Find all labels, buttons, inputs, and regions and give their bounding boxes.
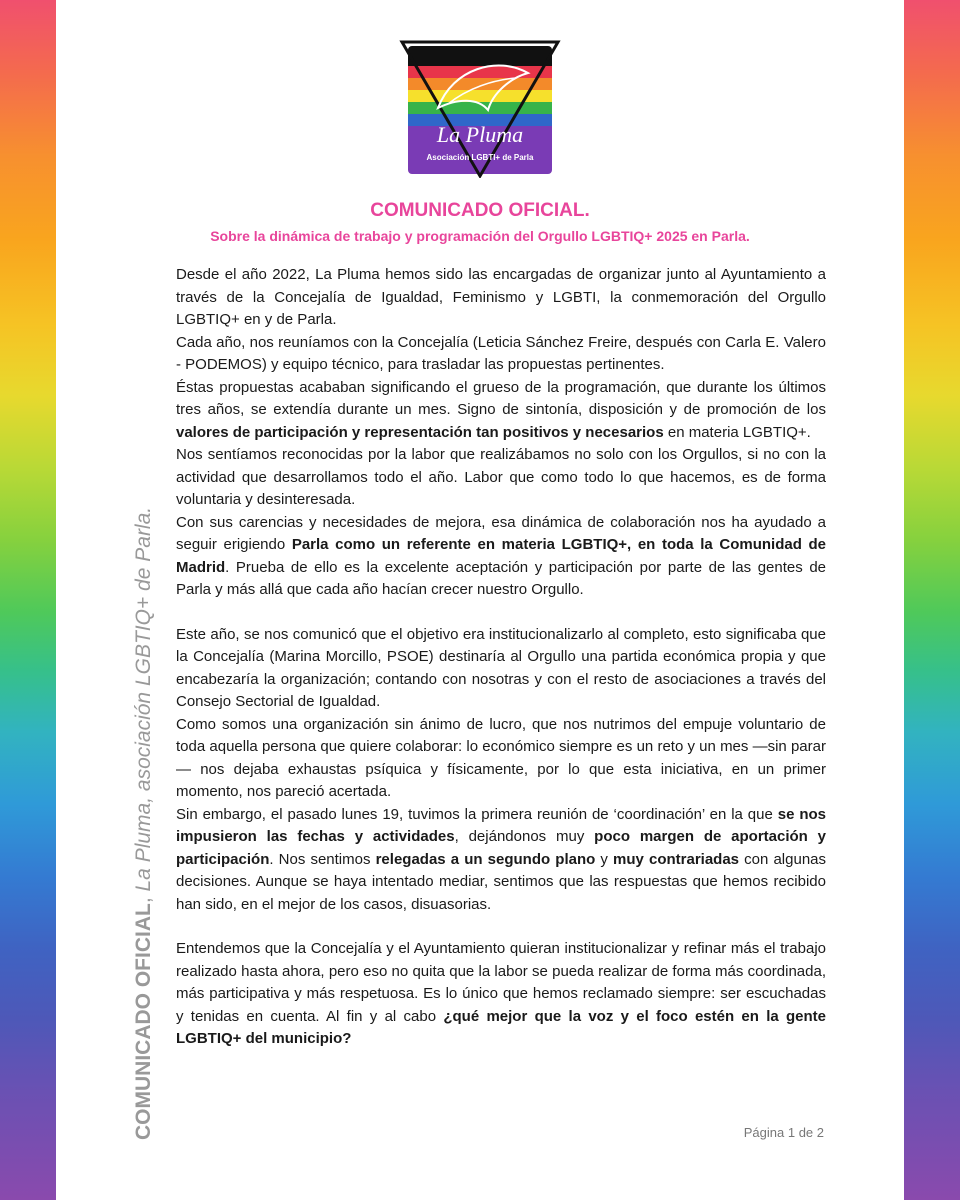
paragraph-text: Desde el año 2022, La Pluma hemos sido las encargadas de organizar junto al Ayuntamiento a través de la Concejalía de Igualdad, Feminismo y LGBTI, la conmemoración del Orgullo LGBTIQ+ en y de Parla. [176, 266, 826, 328]
la-pluma-logo [398, 38, 562, 178]
paragraph [176, 938, 826, 1051]
paragraph-text: en materia LGBTIQ+. [663, 423, 811, 441]
rainbow-border-right [904, 0, 960, 1200]
emphasis-text: poco margen de aportación y participación [176, 828, 827, 868]
side-caption: COMUNICADO OFICIAL, La Pluma, asociación LGBTIQ+ de Parla. [132, 506, 155, 1140]
emphasis-text: se nos impusieron las fechas y actividades [176, 805, 826, 845]
paragraph-text: . Prueba de ello es la excelente aceptación y participación por parte de las gentes de Parla y más allá que cada año hacían crecer nuestro Orgullo. [176, 558, 826, 598]
paragraph-text: Sin embargo, el pasado lunes 19, tuvimos la primera reunión de ‘coordinación’ en la que [176, 805, 778, 823]
paragraph-text: Éstas propuestas acababan significando el grueso de la programación, que durante los últimos tres años, se extendía durante un mes. Signo de sintonía, disposición y de promoción de los [176, 378, 826, 418]
paragraph-text: Nos sentíamos reconocidas por la labor que realizábamos no solo con los Orgullos, si no con la actividad que desarrollamos todo el año. Labor que como todo lo que hacemos, es de forma voluntaria y desinteresada. [176, 446, 826, 508]
paragraph-text: . Nos sentimos [269, 850, 376, 868]
paragraph [176, 444, 826, 512]
paragraph [176, 264, 826, 332]
emphasis-text: ¿qué mejor que la voz y el foco estén en la gente LGBTIQ+ del municipio? [176, 1007, 827, 1047]
paragraph [176, 377, 826, 445]
rainbow-border-left [0, 0, 56, 1200]
side-caption-bold: COMUNICADO OFICIAL [132, 903, 155, 1140]
paragraph [176, 714, 826, 804]
emphasis-text: muy contrariadas [613, 850, 740, 868]
paragraph-text: , dejándonos muy [454, 828, 595, 845]
paragraph [176, 512, 826, 602]
emphasis-text: Parla como un referente en materia LGBTIQ+, en toda la Comunidad de Madrid [176, 536, 826, 576]
paragraph [176, 804, 826, 917]
paragraph [176, 332, 826, 377]
paragraph-text: con algunas decisiones. Aunque se haya intentado mediar, sentimos que las respuestas que hemos recibido han sido, en el mejor de los casos, disuasorias. [176, 850, 826, 913]
paragraph-text: Cada año, nos reuníamos con la Concejalía (Leticia Sánchez Freire, después con Carla E. Valero - PODEMOS) y equipo técnico, para trasladar las propuestas pertinentes. [176, 333, 826, 373]
page-title: COMUNICADO OFICIAL. [370, 200, 590, 221]
side-caption-italic: La Pluma, asociación LGBTIQ+ de Parla. [132, 506, 155, 892]
page-number: Página 1 de 2 [743, 1125, 824, 1140]
paragraph-text: Este año, se nos comunicó que el objetivo era institucionalizarlo al completo, esto significaba que la Concejalía (Marina Morcillo, PSOE) destinaría al Orgullo una partida económica propia y que encabezaría la organización; contando con nosotras y con el resto de asociaciones a través del Consejo Sectorial de Igualdad. [176, 625, 826, 710]
paragraph-text: y [595, 850, 614, 868]
logo-name: La Pluma [436, 122, 524, 147]
paragraph-text: Entendemos que la Concejalía y el Ayuntamiento quieran institucionalizar y refinar más el trabajo realizado hasta ahora, pero eso no quita que la labor se pueda realizar de forma más coordinada, más participativa y más respetuosa. Es lo único que hemos reclamado siempre: ser escuchadas y tenidas en cuenta. Al fin y al cabo [176, 940, 826, 1025]
paragraph-text: Con sus carencias y necesidades de mejora, esa dinámica de colaboración nos ha ayudado a seguir erigiendo [176, 513, 826, 553]
statement-body [176, 264, 826, 1051]
page-subtitle: Sobre la dinámica de trabajo y programación del Orgullo LGBTIQ+ 2025 en Parla. [210, 228, 750, 244]
paragraph-text: Como somos una organización sin ánimo de lucro, que nos nutrimos del empuje voluntario de toda aquella persona que quiere colaborar: lo económico siempre es un reto y un mes —sin parar— nos dejaba exhaustas psíquica y físicamente, por lo que esta iniciativa, en un primer momento, nos pareció acertada. [176, 715, 826, 800]
logo-tagline: Asociación LGBTI+ de Parla [426, 153, 534, 162]
emphasis-text: valores de participación y representación tan positivos y necesarios [176, 423, 664, 441]
emphasis-text: relegadas a un segundo plano [375, 850, 596, 868]
paragraph [176, 624, 826, 714]
